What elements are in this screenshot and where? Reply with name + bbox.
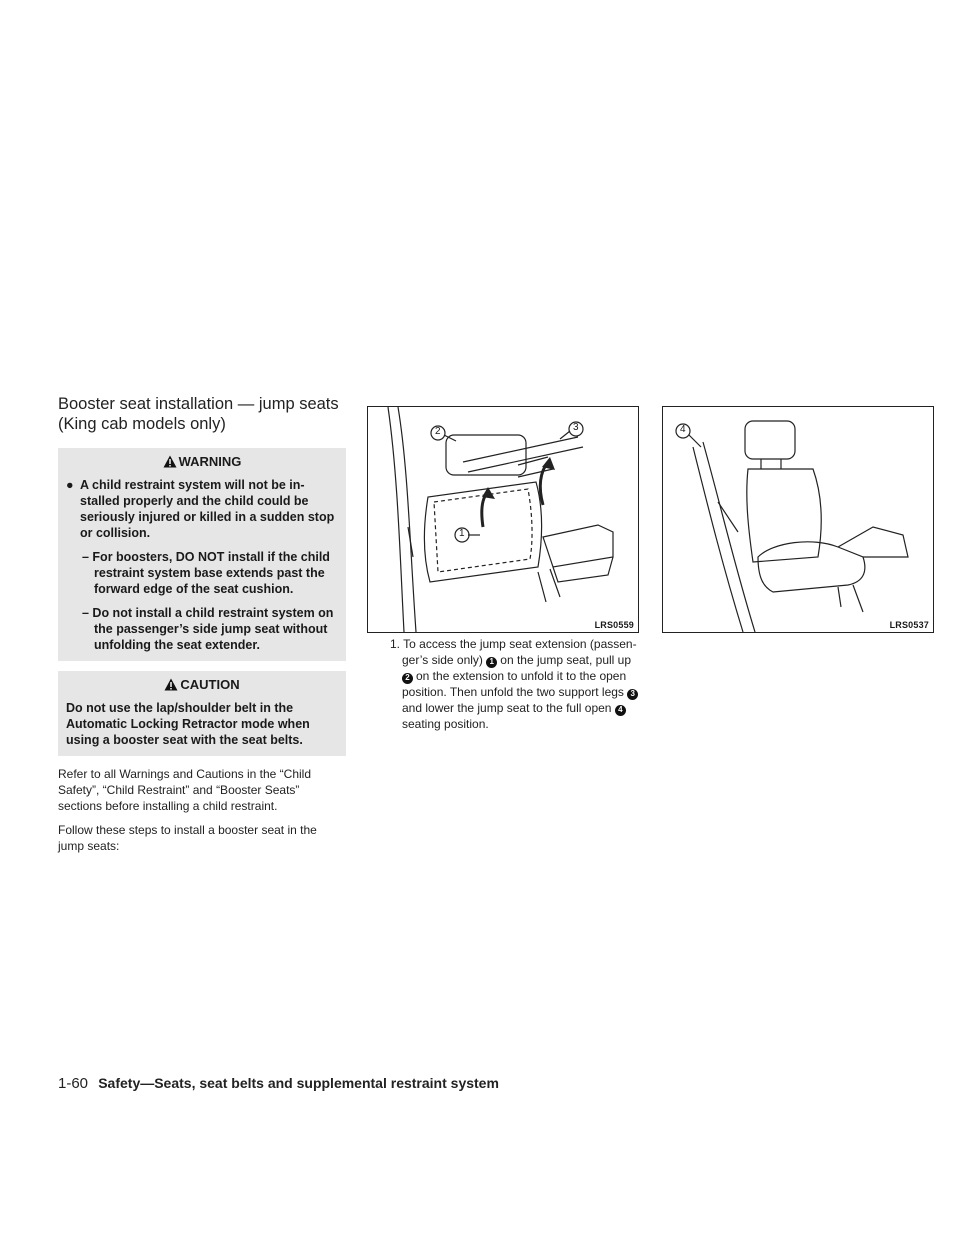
warning-subitem: – For boosters, DO NOT install if the child restraint system base extends past the forward edge of the seat cushion. xyxy=(82,550,330,596)
step-text: and lower the jump seat to the full open xyxy=(402,701,612,715)
caution-icon xyxy=(164,678,178,691)
caution-header xyxy=(66,677,338,692)
steps-list xyxy=(382,636,642,732)
step-text: on the extension to unfold it to the open position. Then unfold the two support legs xyxy=(402,669,627,699)
left-column xyxy=(58,394,346,854)
section-title: Booster seat installation — jump seats (King cab models only) xyxy=(58,395,339,433)
step-text: seating position. xyxy=(402,717,489,731)
callout-badge: 3 xyxy=(627,689,638,700)
step-text: To access the jump seat extension (passen-ger’s side only) xyxy=(402,637,637,667)
warning-label: WARNING xyxy=(178,454,242,469)
jump-seat-open-illustration xyxy=(663,407,933,632)
callout-badge: 4 xyxy=(615,705,626,716)
page-number: 1-60 xyxy=(58,1075,89,1092)
caution-box xyxy=(58,671,346,756)
warning-subitem: – Do not install a child restraint system on the passenger’s side jump seat without unfolding the seat extender. xyxy=(82,606,334,652)
callout-badge: 1 xyxy=(486,657,497,668)
callout-label: 3 xyxy=(573,422,579,433)
jump-seat-extension-illustration xyxy=(368,407,638,632)
warning-icon xyxy=(163,455,177,468)
bullet-icon: ● xyxy=(66,478,74,492)
callout-label: 4 xyxy=(680,424,686,435)
warning-bullet xyxy=(66,477,338,541)
figure-code: LRS0537 xyxy=(889,620,929,630)
paragraph: Refer to all Warnings and Cautions in the “Child Safety”, “Child Restraint” and “Booster Seats” sections before installing a child restraint. xyxy=(58,767,312,813)
step-text: on the jump seat, pull up xyxy=(500,653,632,667)
warning-header xyxy=(66,454,338,469)
step-number: 1. xyxy=(390,637,401,651)
figure-code: LRS0559 xyxy=(594,620,634,630)
step-item xyxy=(382,636,642,732)
callout-label: 1 xyxy=(459,528,465,539)
paragraph: Follow these steps to install a booster seat in the jump seats: xyxy=(58,823,317,853)
callout-label: 2 xyxy=(435,426,441,437)
warning-bullet-text: A child restraint system will not be in-stalled properly and the child could be seriously injured or killed in a sudden stop or collision. xyxy=(80,478,335,540)
caution-label: CAUTION xyxy=(180,677,240,692)
page-footer xyxy=(58,1075,499,1092)
chapter-title: Safety—Seats, seat belts and supplemental restraint system xyxy=(98,1075,499,1091)
figure-jump-seat-open xyxy=(662,406,934,633)
warning-box xyxy=(58,448,346,661)
caution-text: Do not use the lap/shoulder belt in the Automatic Locking Retractor mode when using a booster seat with the seat belts. xyxy=(66,701,310,747)
callout-badge: 2 xyxy=(402,673,413,684)
figure-jump-seat-extension xyxy=(367,406,639,633)
